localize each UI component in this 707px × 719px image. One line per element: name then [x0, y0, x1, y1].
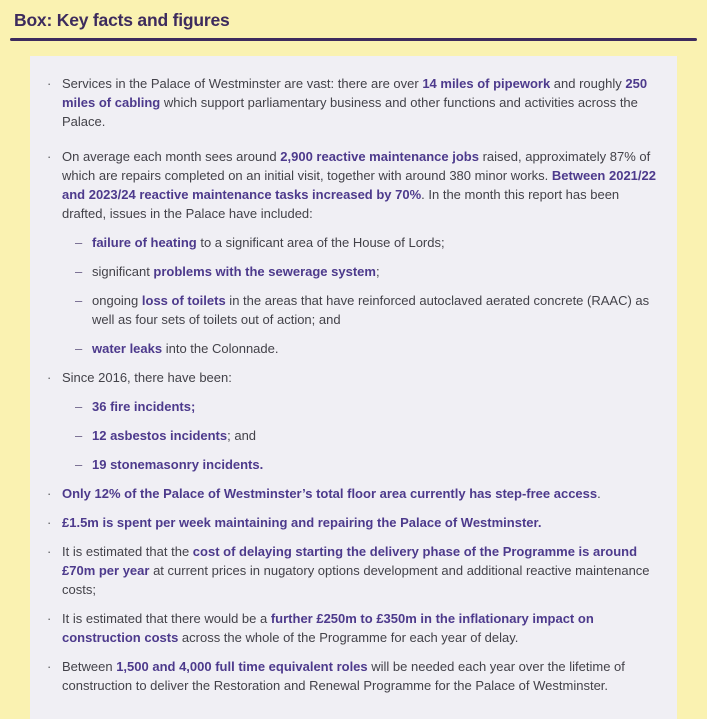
- fact-subitem: [30, 291, 659, 329]
- bullet-marker: ·: [47, 76, 52, 91]
- dash-marker: –: [75, 341, 83, 356]
- bullet-marker: ·: [47, 149, 52, 164]
- fact-text: 36 fire incidents;: [92, 399, 196, 414]
- fact-text: 19 stonemasonry incidents.: [92, 457, 264, 472]
- fact-subitem: [30, 262, 659, 281]
- fact-item: [30, 74, 659, 131]
- fact-text: Only 12% of the Palace of Westminster’s total floor area currently has step-free access.: [62, 486, 601, 501]
- fact-text: water leaks into the Colonnade.: [92, 341, 279, 356]
- fact-text: It is estimated that the cost of delaying starting the delivery phase of the Programme is around £70m per year at current prices in nugatory options development and additional reactive maintenance costs;: [62, 544, 650, 597]
- fact-text: Between 1,500 and 4,000 full time equivalent roles will be needed each year over the lifetime of construction to deliver the Restoration and Renewal Programme for the Palace of Westminster.: [62, 659, 625, 693]
- fact-subitem: [30, 339, 659, 358]
- title-divider: [10, 38, 697, 41]
- fact-text: It is estimated that there would be a further £250m to £350m in the inflationary impact on construction costs across the whole of the Programme for each year of delay.: [62, 611, 594, 645]
- page-title: Box: Key facts and figures: [14, 10, 230, 30]
- fact-text: Services in the Palace of Westminster are vast: there are over 14 miles of pipework and roughly 250 miles of cabling which support parliamentary business and other functions and activities across the Palace.: [62, 76, 648, 129]
- fact-text: On average each month sees around 2,900 reactive maintenance jobs raised, approximately 87% of which are repairs completed on an initial visit, together with around 380 minor works. Between 2021/22 and 2023/24 reactive maintenance tasks increased by 70%. In the month this report has been drafted, issues in the Palace have included:: [62, 149, 656, 221]
- bullet-marker: ·: [47, 544, 52, 559]
- fact-text: Since 2016, there have been:: [62, 370, 232, 385]
- fact-item: [30, 542, 659, 599]
- dash-marker: –: [75, 428, 83, 443]
- key-facts-box: [30, 56, 677, 719]
- fact-text: 12 asbestos incidents; and: [92, 428, 257, 443]
- fact-text: failure of heating to a significant area of the House of Lords;: [92, 235, 445, 250]
- fact-subitem: [30, 455, 659, 474]
- fact-item: [30, 147, 659, 223]
- fact-subitem: [30, 397, 659, 416]
- fact-text: £1.5m is spent per week maintaining and repairing the Palace of Westminster.: [62, 515, 542, 530]
- dash-marker: –: [75, 264, 83, 279]
- bullet-marker: ·: [47, 370, 52, 385]
- fact-item: [30, 484, 659, 503]
- dash-marker: –: [75, 457, 83, 472]
- fact-item: [30, 513, 659, 532]
- dash-marker: –: [75, 235, 83, 250]
- dash-marker: –: [75, 293, 83, 308]
- fact-item: [30, 368, 659, 387]
- bullet-marker: ·: [47, 611, 52, 626]
- bullet-marker: ·: [47, 486, 52, 501]
- fact-text: significant problems with the sewerage system;: [92, 264, 380, 279]
- fact-subitem: [30, 426, 659, 445]
- dash-marker: –: [75, 399, 83, 414]
- fact-item: [30, 609, 659, 647]
- bullet-marker: ·: [47, 515, 52, 530]
- box-header: [0, 0, 707, 38]
- fact-text: ongoing loss of toilets in the areas that have reinforced autoclaved aerated concrete (RAAC) as well as four sets of toilets out of action; and: [92, 293, 650, 327]
- bullet-marker: ·: [47, 659, 52, 674]
- fact-item: [30, 657, 659, 695]
- fact-subitem: [30, 233, 659, 252]
